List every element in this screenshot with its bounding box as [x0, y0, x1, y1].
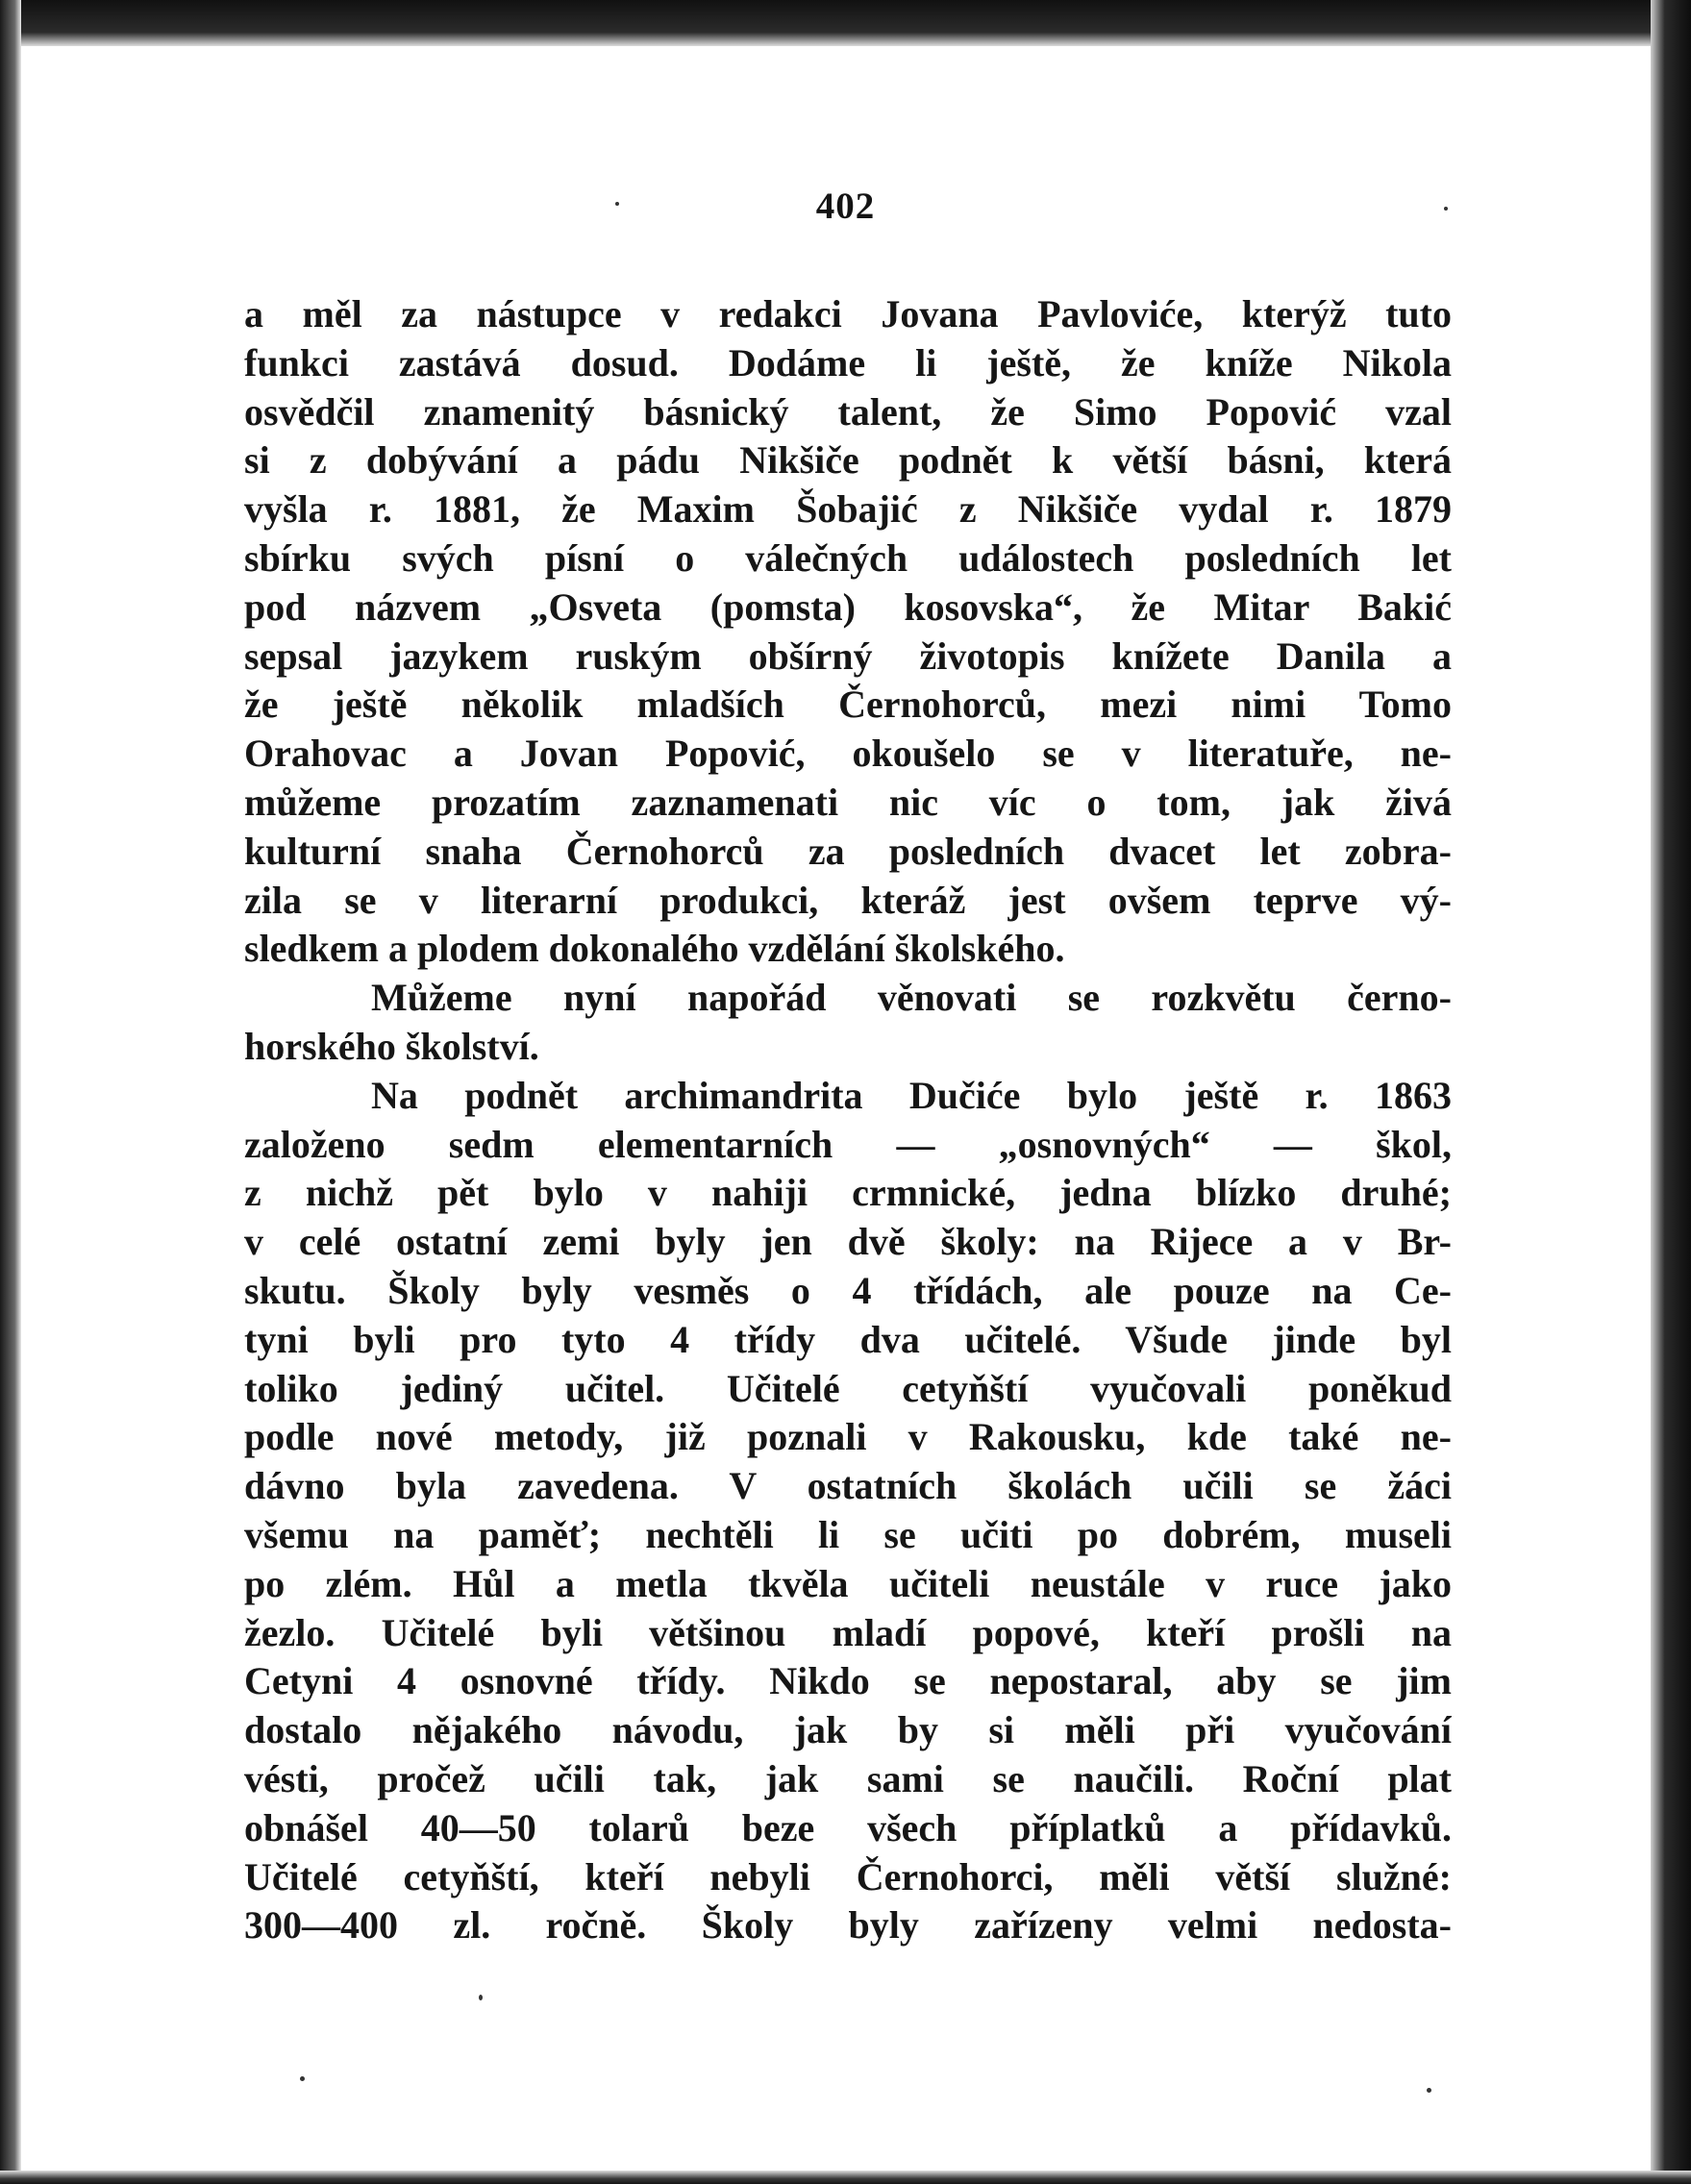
text-line: a měl za nástupce v redakci Jovana Pavloviće, kterýž tuto	[244, 292, 1452, 335]
text-line: funkci zastává dosud. Dodáme li ještě, že kníže Nikola	[244, 340, 1452, 385]
text-line: sledkem a plodem dokonalého vzdělání školského.	[244, 927, 1065, 971]
text-line: sbírku svých písní o válečných událostech posledních let	[244, 535, 1452, 580]
scan-border-right	[1651, 0, 1691, 2184]
text-line: všemu na paměť; nechtěli li se učiti po dobrém, museli	[244, 1512, 1452, 1556]
text-line: osvědčil znamenitý básnický talent, že Simo Popović vzal	[244, 389, 1452, 434]
text-line: můžeme prozatím zaznamenati nic víc o tom, jak živá	[244, 780, 1452, 824]
text-line: v celé ostatní zemi byly jen dvě školy: na Rijece a v Br-	[244, 1220, 1452, 1264]
text-line: pod názvem „Osveta (pomsta) kosovska“, že Mitar Bakić	[244, 584, 1452, 629]
text-line: tyni byli pro tyto 4 třídy dva učitelé. Všude jinde byl	[244, 1317, 1452, 1361]
text-line: horského školství.	[244, 1024, 539, 1068]
text-line: že ještě několik mladších Černohorců, mezi nimi Tomo	[244, 682, 1452, 727]
scan-border-top	[0, 0, 1691, 46]
text-line: si z dobývání a pádu Nikšiče podnět k větší básni, která	[244, 438, 1452, 483]
text-line: toliko jediný učitel. Učitelé cetyňští vyučovali poněkud	[244, 1366, 1452, 1410]
text-line: skutu. Školy byly vesměs o 4 třídách, ale pouze na Ce-	[244, 1268, 1452, 1312]
page-number: 402	[815, 186, 876, 227]
body-text	[244, 290, 1452, 1950]
text-line: dostalo nějakého návodu, jak by si měli při vyučování	[244, 1708, 1452, 1752]
text-line: Orahovac a Jovan Popović, okoušelo se v literatuře, ne-	[244, 732, 1452, 776]
text-line: založeno sedm elementarních — „osnovných“ — škol,	[244, 1122, 1452, 1166]
text-line: Učitelé cetyňští, kteří nebyli Černohorci, měli větší služné:	[244, 1854, 1452, 1899]
text-line: obnášel 40—50 tolarů beze všech příplatků a přídavků.	[244, 1805, 1452, 1849]
text-line: kulturní snaha Černohorců za posledních dvacet let zobra-	[244, 829, 1452, 873]
text-line: vyšla r. 1881, že Maxim Šobajić z Nikšiče vydal r. 1879	[244, 487, 1452, 532]
text-line: zila se v literarní produkci, kteráž jest ovšem teprve vý-	[244, 878, 1452, 922]
text-line: po zlém. Hůl a metla tkvěla učiteli neustále v ruce jako	[244, 1561, 1452, 1605]
text-line: Na podnět archimandrita Dučiće bylo ještě r. 1863	[371, 1073, 1452, 1117]
text-line: 300—400 zl. ročně. Školy byly zařízeny velmi nedosta-	[244, 1903, 1452, 1948]
text-line: Cetyni 4 osnovné třídy. Nikdo se nepostaral, aby se jim	[244, 1659, 1452, 1703]
text-line: z nichž pět bylo v nahiji crmnické, jedna blízko druhé;	[244, 1171, 1452, 1215]
scan-speck	[1427, 2088, 1431, 2093]
text-line: podle nové metody, již poznali v Rakousku, kde také ne-	[244, 1415, 1452, 1459]
text-line: Můžeme nyní napořád věnovati se rozkvětu černo-	[371, 976, 1452, 1020]
scan-speck	[300, 2076, 305, 2081]
text-line: žezlo. Učitelé byli většinou mladí popové, kteří prošli na	[244, 1610, 1452, 1654]
text-line: vésti, pročež učili tak, jak sami se naučili. Roční plat	[244, 1756, 1452, 1800]
scan-border-left	[0, 0, 21, 2184]
text-line: dávno byla zavedena. V ostatních školách učili se žáci	[244, 1464, 1452, 1508]
text-line: sepsal jazykem ruským obšírný životopis knížete Danila a	[244, 633, 1452, 678]
scan-border-bottom	[0, 2171, 1691, 2184]
scan-speck	[479, 1995, 483, 2000]
